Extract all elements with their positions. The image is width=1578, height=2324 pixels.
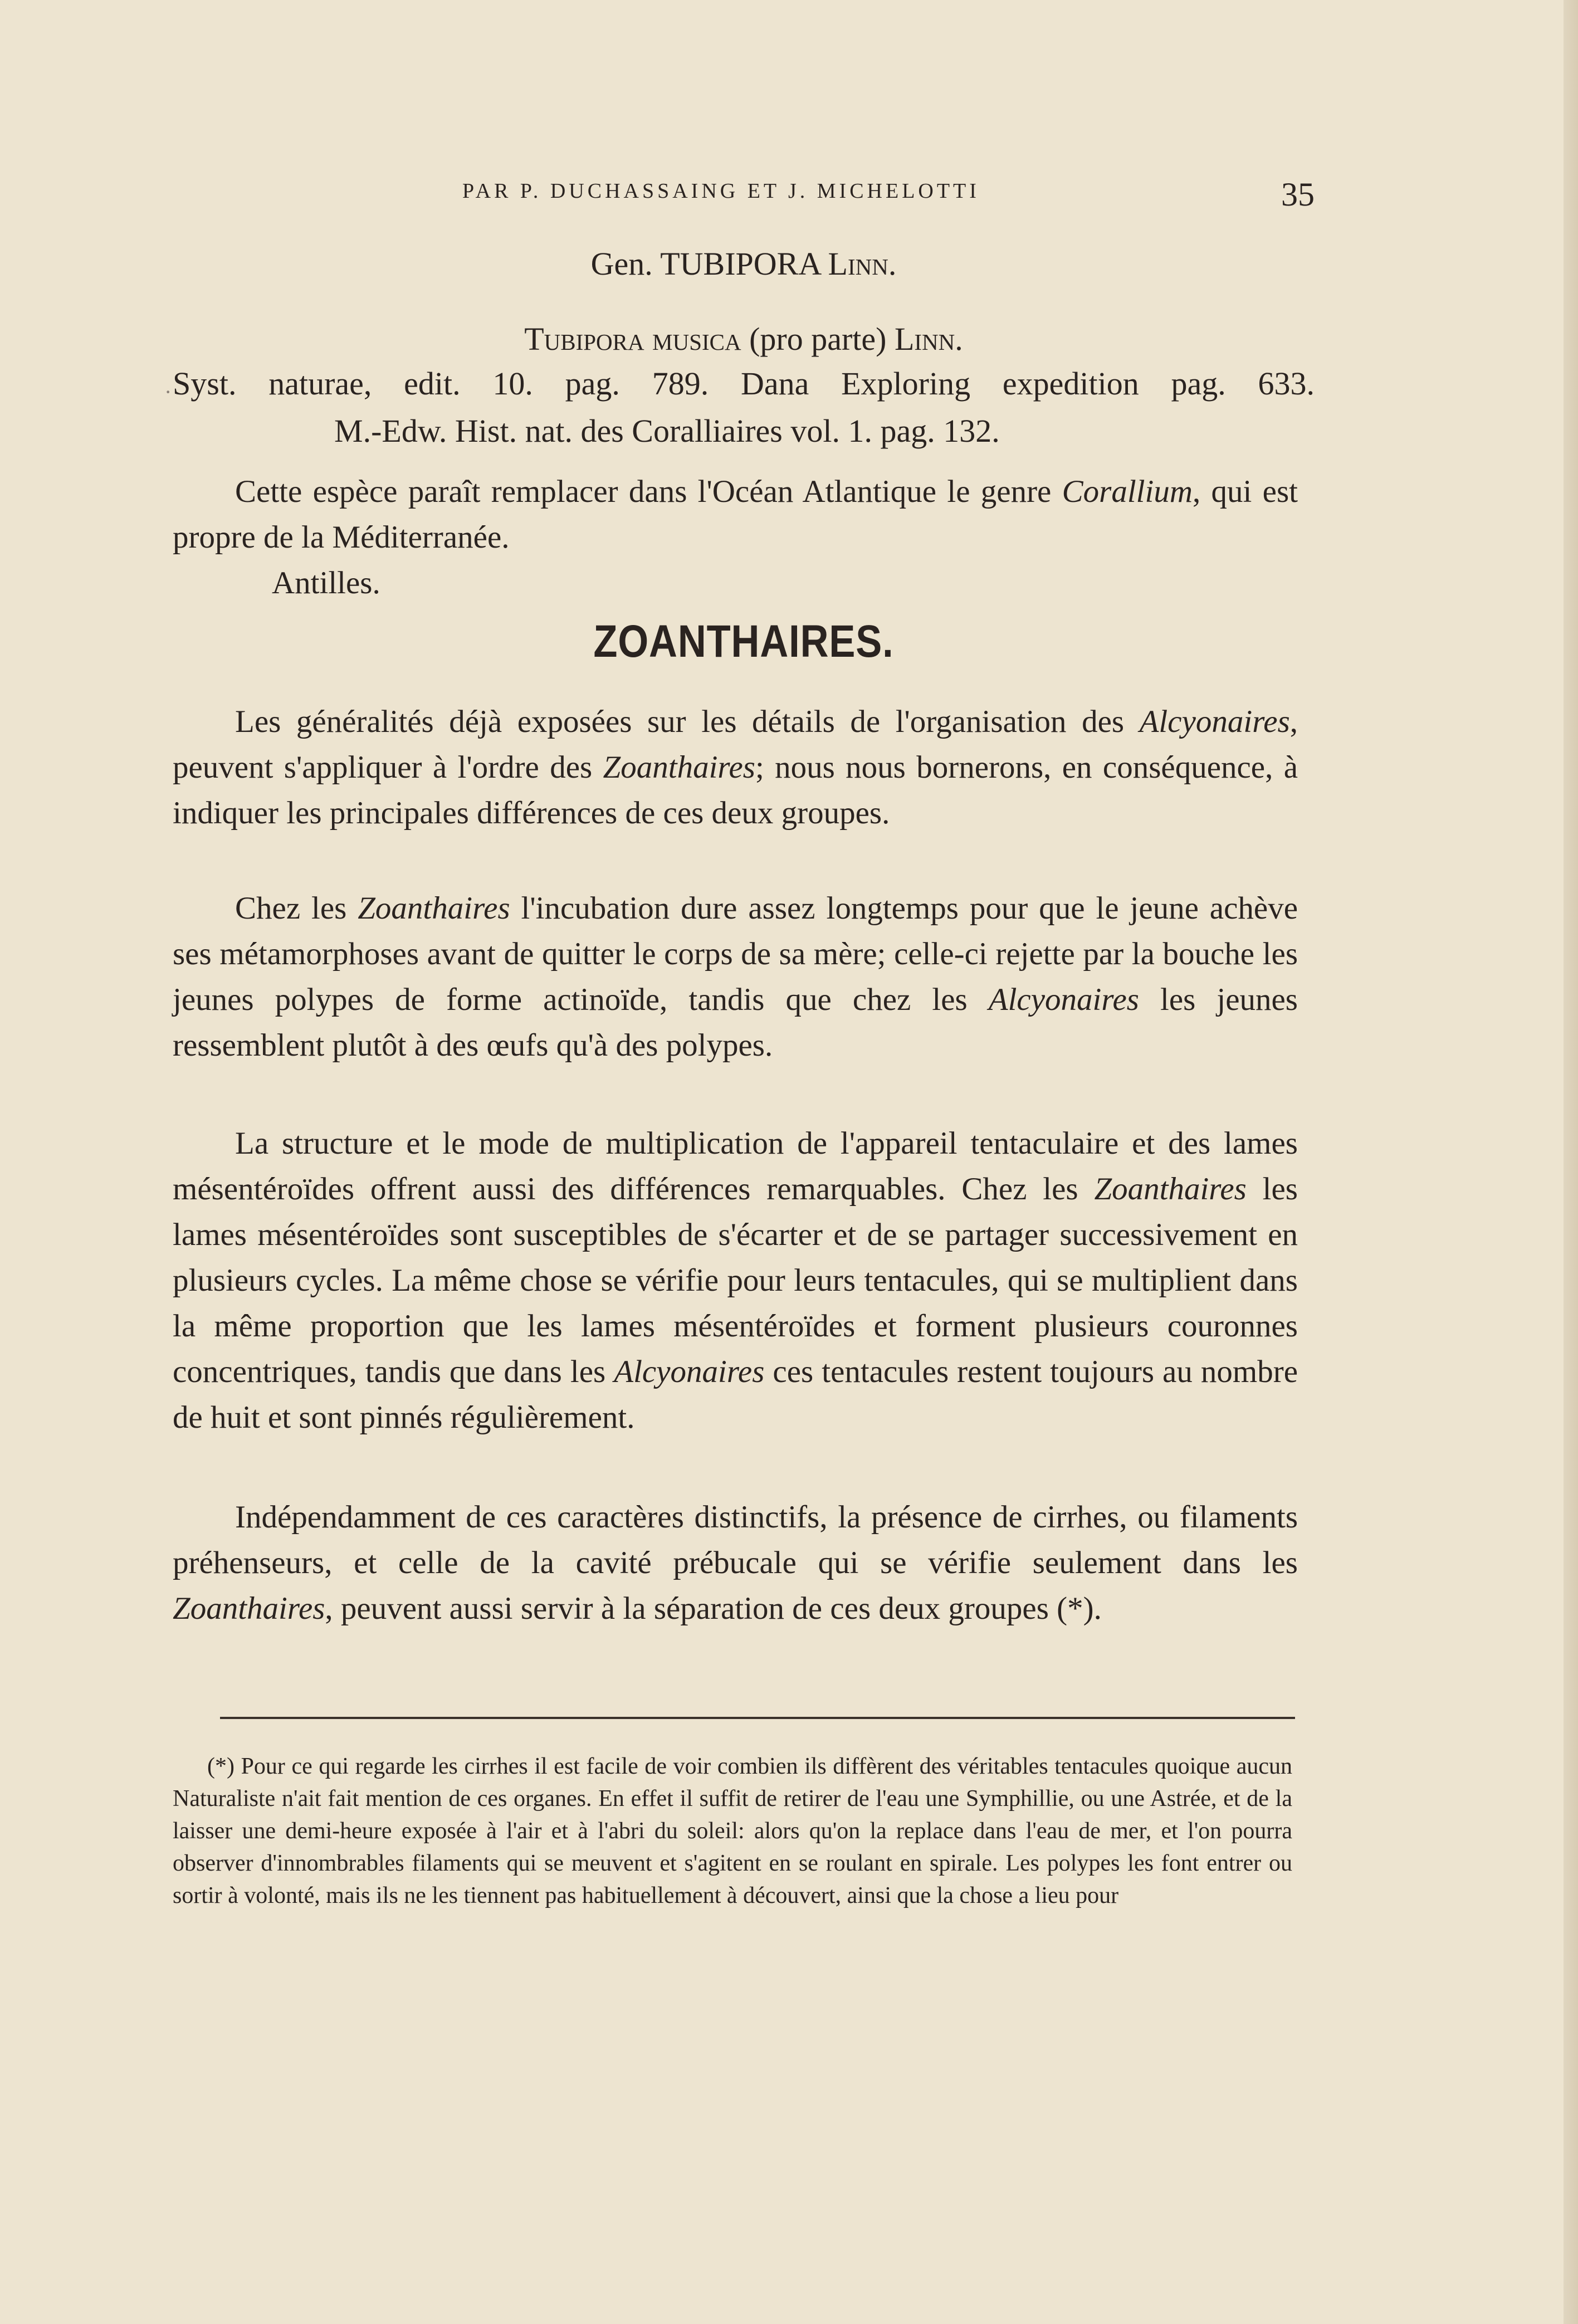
species-author: Linn. [894,321,963,357]
italic-genus: Corallium [1062,474,1193,509]
text-run: les jeunes ressemblent plutôt à des œufs qu'à des polypes. [173,982,1298,1063]
reference-line-2: M.-Edw. Hist. nat. des Coralliaires vol. 1. pag. 132. [334,413,1000,449]
italic-term: Alcyonaires [1139,704,1290,739]
text-run: ; nous nous bornerons, en conséquence, à indiquer les principales différences de ces deux groupes. [173,750,1298,831]
coral-paragraph [173,469,1298,560]
text-run: La structure et le mode de multiplication de l'appareil tentaculaire et des lames mésentéroïdes offrent aussi des différences remarquables. Chez les [173,1126,1298,1207]
locality: Antilles. [272,565,380,600]
section-title: ZOANTHAIRES. [593,616,894,667]
footnote: (*) Pour ce qui regarde les cirrhes il est facile de voir combien ils diffèrent des véritables tentacules quoique aucun Naturaliste n'ait fait mention de ces organes. En effet il suffit de retirer de l'eau une Symphillie, ou une Astrée, et de la laisser une demi-heure exposée à l'air et à l'abri du soleil: alors qu'on la replace dans l'eau de mer, et l'on pourra observer d'innombrables filaments qui se meuvent et s'agitent en se roulant en spirale. Les polypes les font entrer ou sortir à volonté, mais ils ne les tiennent pas habituellement à découvert, ainsi que la chose a lieu pour [173,1754,1292,1908]
species-name: Tubipora musica [524,321,741,357]
text-run: ces tentacules restent toujours au nombre de huit et sont pinnés régulièrement. [173,1354,1298,1435]
margin-mark: · [164,379,172,404]
paragraph-1 [173,699,1298,836]
paragraph-4 [173,1495,1298,1632]
italic-term: Zoanthaires [173,1591,325,1626]
text-run: les lames mésentéroïdes sont susceptibles de s'écarter et de se partager successivement en plusieurs cycles. La même chose se vérifie pour leurs tentacules, qui se multiplient dans la même proportion que les lames mésentéroïdes et forment plusieurs couronnes concentriques, tandis que dans les [173,1171,1298,1389]
genus-name: Gen. TUBIPORA [590,246,820,282]
italic-term: Zoanthaires [1094,1171,1247,1207]
text-run: , peuvent s'appliquer à l'ordre des [173,704,1298,785]
text-run: , qui est propre de la Méditerranée. [173,474,1298,555]
paragraph-2 [173,886,1298,1068]
text-run: Cette espèce paraît remplacer dans l'Océan Atlantique le genre [235,474,1062,509]
text-run: Indépendamment de ces caractères distinctifs, la présence de cirrhes, ou filaments préhenseurs, et celle de la cavité prébucale qui se vérifie seulement dans les [173,1500,1298,1580]
text-run: l'incubation dure assez longtemps pour que le jeune achève ses métamorphoses avant de quitter le corps de sa mère; celle-ci rejette par la bouche les jeunes polypes de forme actinoïde, tandis que chez les [173,891,1298,1017]
paragraph-3 [173,1121,1298,1441]
footnote-rule [220,1717,1295,1719]
italic-term: Zoanthaires [603,750,755,785]
italic-term: Zoanthaires [358,891,510,926]
page-number: 35 [1281,176,1315,213]
text-run: Chez les [235,891,358,926]
running-title: PAR P. DUCHASSAING ET J. MICHELOTTI [462,179,980,203]
italic-term: Alcyonaires [988,982,1139,1017]
running-head [173,175,1315,213]
text-run: , peuvent aussi servir à la séparation de ces deux groupes (*). [325,1591,1102,1626]
page-edge [1564,0,1578,2324]
italic-term: Alcyonaires [614,1354,765,1389]
genus-author: Linn. [828,246,897,282]
species-heading [173,320,1315,358]
species-qualifier: (pro parte) [749,321,887,357]
text-run: Les généralités déjà exposées sur les détails de l'organisation des [235,704,1140,739]
reference-line-1: Syst. naturae, edit. 10. pag. 789. Dana Exploring expedition pag. 633. [173,365,1315,402]
genus-heading [173,245,1315,282]
